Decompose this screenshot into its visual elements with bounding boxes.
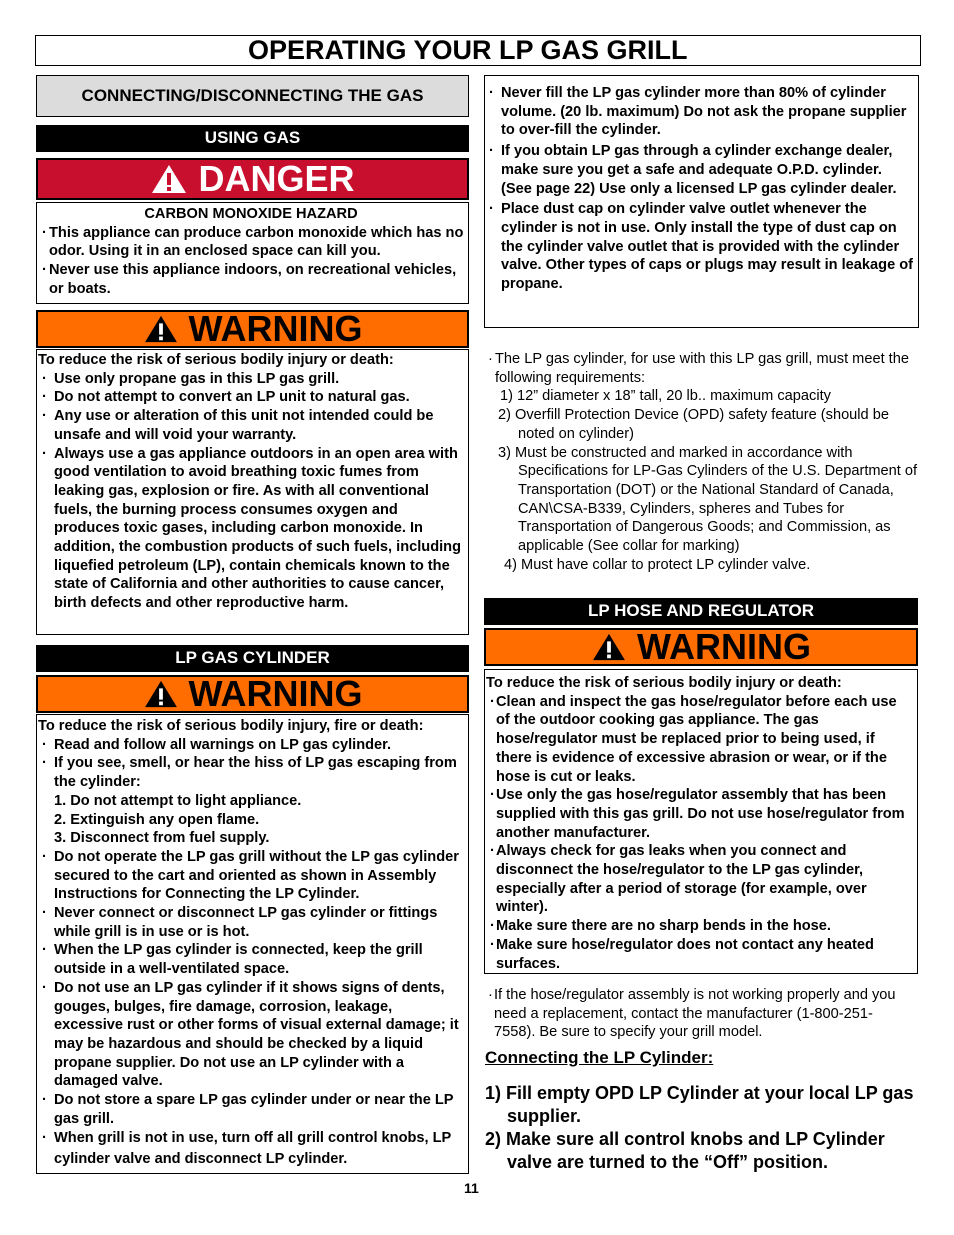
requirement: 1) 12” diameter x 18” tall, 20 lb.. maximum capacity	[500, 388, 831, 405]
requirement: 4) Must have collar to protect LP cylinder valve.	[504, 556, 811, 573]
fill-item: · Place dust cap on cylinder valve outlet whenever the cylinder is not in use. Only install the type of dust cap on the cylinder valve outlet that is provided with the cylinder valve. Other types of caps or plugs may result in leakage of propane.	[485, 200, 915, 294]
using-gas-bar: USING GAS	[36, 125, 469, 152]
danger-item: · Never use this appliance indoors, on recreational vehicles, or boats.	[38, 261, 464, 298]
warning-triangle-icon	[591, 632, 627, 662]
warning-step: 1. Do not attempt to light appliance.	[54, 792, 302, 809]
warning-intro: To reduce the risk of serious bodily injury, fire or death:	[38, 718, 424, 734]
hose-regulator-bar: LP HOSE AND REGULATOR	[484, 598, 918, 625]
warning-item: · Never connect or disconnect LP gas cylinder or fittings while grill is in use or is hot.	[38, 904, 464, 941]
connecting-steps	[485, 1082, 917, 1174]
danger-item: · This appliance can produce carbon monoxide which has no odor. Using it in an enclosed space can kill you.	[38, 224, 464, 261]
warning-item: · Any use or alteration of this unit not intended could be unsafe and will void your warranty.	[38, 407, 464, 444]
connecting-step: 2) Make sure all control knobs and LP Cylinder valve are turned to the “Off” position.	[485, 1129, 885, 1172]
connecting-step: 1) Fill empty OPD LP Cylinder at your local LP gas supplier.	[485, 1083, 914, 1126]
cylinder-requirements	[484, 350, 920, 574]
cylinder-fill-box	[484, 75, 919, 328]
warning-item: · Do not attempt to convert an LP unit to natural gas.	[38, 388, 464, 407]
warning-box-2	[36, 714, 469, 1174]
warning-intro: To reduce the risk of serious bodily injury or death:	[38, 352, 394, 368]
warning-item: · Use only propane gas in this LP gas grill.	[38, 370, 464, 389]
warning-label: WARNING	[188, 673, 363, 714]
warning-triangle-icon	[143, 679, 179, 709]
fill-item: · Never fill the LP gas cylinder more than 80% of cylinder volume. (20 lb. maximum) Do not ask the propane supplier to over-fill the cylinder.	[485, 84, 915, 140]
danger-label: DANGER	[198, 158, 355, 199]
warning-item: · When grill is not in use, turn off all grill control knobs, LP cylinder valve and disconnect LP cylinder.	[38, 1128, 464, 1170]
warning-item: · Use only the gas hose/regulator assembly that has been supplied with this gas grill. Do not use hose/regulator from another manufacturer.	[486, 786, 914, 842]
warning-box-3	[484, 669, 918, 974]
warning-item: · Do not operate the LP gas grill without the LP gas cylinder secured to the cart and oriented as shown in Assembly Instructions for Connecting the LP Cylinder.	[38, 848, 464, 904]
warning-sign-2	[36, 675, 469, 713]
warning-item: · When the LP gas cylinder is connected, keep the grill outside in a well-ventilated space.	[38, 941, 464, 978]
requirement: 2) Overfill Protection Device (OPD) safety feature (should be noted on cylinder)	[498, 407, 889, 442]
danger-heading: CARBON MONOXIDE HAZARD	[144, 206, 358, 222]
replacement-note-block	[484, 986, 914, 1042]
section-heading: CONNECTING/DISCONNECTING THE GAS	[36, 75, 469, 117]
warning-step: 2. Extinguish any open flame.	[54, 811, 260, 828]
warning-label: WARNING	[188, 308, 363, 349]
fill-item: · If you obtain LP gas through a cylinder exchange dealer, make sure you get a safe and adequate O.P.D. cylinder. (See page 22) Use only a licensed LP gas cylinder dealer.	[485, 142, 915, 198]
warning-item: · Do not store a spare LP gas cylinder under or near the LP gas grill.	[38, 1091, 464, 1128]
requirement: 3) Must be constructed and marked in accordance with Specifications for LP-Gas Cylinders of the U.S. Department of Transportation (DOT) or the National Standard of Canada, CAN\CSA-B339, Cylinders, spheres and Tubes for Transportation of Dangerous Goods; and Commission, as applicable (See collar for marking)	[498, 444, 918, 555]
warning-item: · Do not use an LP gas cylinder if it shows signs of dents, gouges, bulges, fire damage, corrosion, leakage, excessive rust or other forms of visual external damage; it may be hazardous and should be checked by a liquid propane supplier. Do not use an LP cylinder with a damaged valve.	[38, 979, 464, 1091]
warning-item: · Read and follow all warnings on LP gas cylinder.	[38, 736, 464, 755]
connecting-heading: Connecting the LP Cylinder:	[485, 1048, 714, 1067]
warning-item: · Always check for gas leaks when you connect and disconnect the hose/regulator to the LP gas cylinder, especially after a period of storage (for example, over winter).	[486, 842, 914, 917]
danger-box	[36, 202, 469, 304]
replacement-note: · If the hose/regulator assembly is not working properly and you need a replacement, contact the manufacturer (1-800-251-7558). Be sure to specify your grill model.	[484, 986, 914, 1042]
danger-sign	[36, 158, 469, 200]
warning-item: · Make sure hose/regulator does not contact any heated surfaces.	[486, 936, 914, 973]
warning-sign-3	[484, 628, 918, 666]
warning-intro: To reduce the risk of serious bodily injury or death:	[486, 675, 842, 691]
lp-cylinder-bar: LP GAS CYLINDER	[36, 645, 469, 672]
warning-sign-1	[36, 310, 469, 348]
warning-item: · Make sure there are no sharp bends in the hose.	[486, 917, 914, 936]
warning-item: · If you see, smell, or hear the hiss of LP gas escaping from the cylinder:	[38, 754, 464, 791]
page-title: OPERATING YOUR LP GAS GRILL	[35, 35, 921, 66]
warning-step: 3. Disconnect from fuel supply.	[54, 830, 270, 847]
warning-box-1	[36, 349, 469, 635]
warning-triangle-icon	[150, 163, 188, 195]
warning-item: · Clean and inspect the gas hose/regulator before each use of the outdoor cooking gas appliance. The gas hose/regulator must be replaced prior to being used, if there is evidence of excessive abrasion or wear, or if the hose is cut or leaks.	[486, 693, 914, 787]
page-number: 11	[464, 1180, 479, 1196]
requirements-intro: · The LP gas cylinder, for use with this LP gas grill, must meet the following requirements:	[484, 350, 920, 387]
warning-label: WARNING	[637, 626, 811, 667]
warning-item: · Always use a gas appliance outdoors in an open area with good ventilation to avoid breathing toxic fumes from leaking gas, explosion or fire. As with all conventional fuels, the burning process consumes oxygen and produces toxic gases, including carbon monoxide. In addition, the combustion products of such fuels, including liquefied petroleum (LP), contain chemicals known to the state of California and other authorities to cause cancer, birth defects and other reproductive harm.	[38, 445, 464, 613]
warning-triangle-icon	[143, 314, 179, 344]
